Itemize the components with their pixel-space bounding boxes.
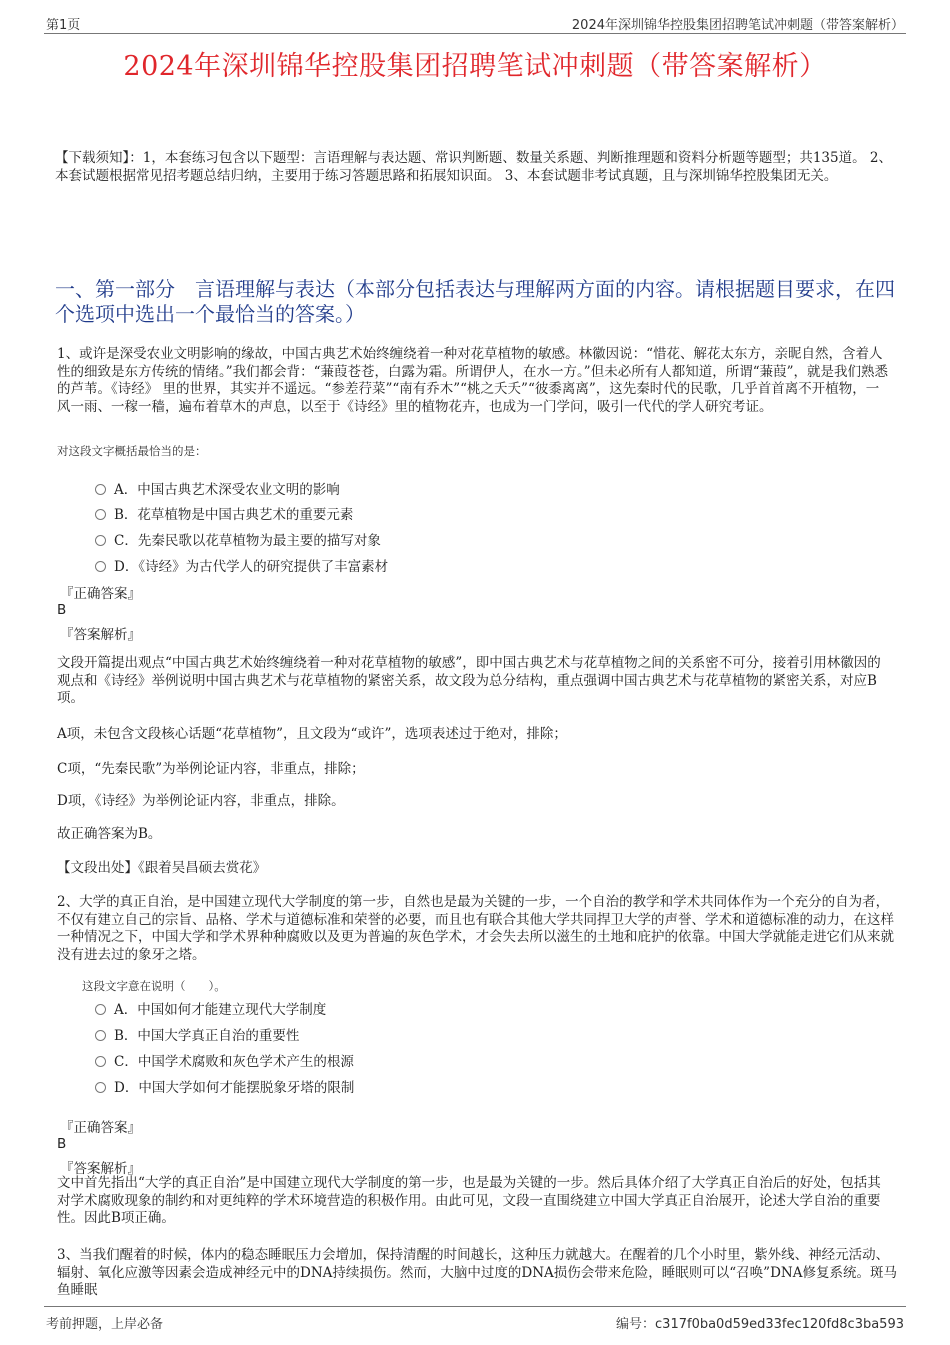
q2-option-c[interactable]: C．中国学术腐败和灰色学术产生的根源: [95, 1050, 354, 1070]
footer-slogan: 考前押题，上岸必备: [46, 1317, 164, 1332]
radio-icon[interactable]: [95, 1082, 106, 1093]
document-title: 2024年深圳锦华控股集团招聘笔试冲刺题（带答案解析）: [123, 51, 827, 82]
q1-analysis-conclusion: 故正确答案为B。: [57, 826, 162, 842]
radio-icon[interactable]: [95, 1030, 106, 1041]
q2-analysis: 文中首先指出“大学的真正自治”是中国建立现代大学制度的第一步，也是最为关键的一步。然后具体介绍了大学真正自治后的好处，包括其对学术腐败现象的制约和对更纯粹的学术环境营造的积极作用。由此可见，文段一直围绕建立中国大学真正自治展开，论述大学自治的重要性。因此B项正确。: [57, 1175, 881, 1226]
q1-analysis-a: A项，未包含文段核心话题“花草植物”，且文段为“或许”，选项表述过于绝对，排除；: [57, 726, 567, 742]
footer-serial: 编号：c317f0ba0d59ed33fec120fd8c3ba593: [616, 1317, 904, 1332]
question-1-prompt: 对这段文字概括最恰当的是：: [57, 444, 207, 458]
question-1-text: 1、或许是深受农业文明影响的缘故，中国古典艺术始终缠绕着一种对花草植物的敏感。林徽因说：“惜花、解花太东方，亲昵自然，含着人性的细致是东方传统的情绪。”我们都会背：“蒹葭苍苍，白露为霜。所谓伊人，在水一方。”但未必所有人都知道，所谓“蒹葭”，就是我们熟悉的芦苇。《诗经》 里的世界，其实并不遥远。“参差荇菜”“南有乔木”“桃之夭夭”“彼黍离离”，这先秦时代的民歌，几乎首首离不开植物，一风一雨、一稼一穑，遍布着草木的声息，以至于《诗经》里的植物花卉，也成为一门学问，吸引一代代的学人研究考证。: [57, 346, 889, 415]
radio-icon[interactable]: [95, 484, 106, 495]
q1-source: 【文段出处】《跟着吴昌硕去赏花》: [57, 860, 267, 876]
header-divider: [44, 33, 906, 34]
q1-option-d[interactable]: D．《诗经》为古代学人的研究提供了丰富素材: [95, 555, 388, 575]
q1-analysis-paragraph: 文段开篇提出观点“中国古典艺术始终缠绕着一种对花草植物的敏感”，即中国古典艺术与花草植物之间的关系密不可分，接着引用林徽因的观点和《诗经》举例说明中国古典艺术与花草植物的紧密关系，故文段为总分结构，重点强调中国古典艺术与花草植物的紧密关系，对应B项。: [57, 655, 881, 706]
q2-answer: B: [57, 1136, 67, 1152]
page-number: 第1页: [46, 18, 81, 33]
q1-option-c[interactable]: C．先秦民歌以花草植物为最主要的描写对象: [95, 529, 381, 549]
radio-icon[interactable]: [95, 535, 106, 546]
radio-icon[interactable]: [95, 1004, 106, 1015]
header-doc-title: 2024年深圳锦华控股集团招聘笔试冲刺题（带答案解析）: [571, 18, 904, 33]
q1-analysis-c: C项，“先秦民歌”为举例论证内容，非重点，排除；: [57, 761, 365, 777]
q2-option-b[interactable]: B．中国大学真正自治的重要性: [95, 1024, 299, 1044]
q1-analysis-d: D项，《诗经》为举例论证内容，非重点，排除。: [57, 793, 345, 809]
question-3-text: 3、当我们醒着的时候，体内的稳态睡眠压力会增加，保持清醒的时间越长，这种压力就越大。在醒着的几个小时里，紫外线、神经元活动、辐射、氧化应激等因素会造成神经元中的DNA持续损伤。然而，大脑中过度的DNA损伤会带来危险，睡眠则可以“召唤”DNA修复系统。斑马鱼睡眠: [57, 1247, 897, 1298]
q2-option-a[interactable]: A．中国如何才能建立现代大学制度: [95, 998, 326, 1018]
radio-icon[interactable]: [95, 509, 106, 520]
q1-option-a[interactable]: A．中国古典艺术深受农业文明的影响: [95, 478, 340, 498]
q1-option-b[interactable]: B．花草植物是中国古典艺术的重要元素: [95, 503, 353, 523]
download-notice: 【下载须知】：1，本套练习包含以下题型：言语理解与表达题、常识判断题、数量关系题、判断推理题和资料分析题等题型；共135道。 2、本套试题根据常见招考题总结归纳，主要用于练习答题思路和拓展知识面。 3、本套试题非考试真题，且与深圳锦华控股集团无关。: [55, 150, 892, 184]
q1-analysis-label: 『答案解析』: [60, 627, 141, 643]
radio-icon[interactable]: [95, 561, 106, 572]
section-heading: 一、第一部分 言语理解与表达（本部分包括表达与理解两方面的内容。请根据题目要求，在四个选项中选出一个最恰当的答案。）: [55, 277, 895, 326]
q2-answer-label: 『正确答案』: [60, 1120, 141, 1136]
question-2-prompt: 这段文字意在说明（ ）。: [82, 979, 226, 993]
q2-analysis-label: 『答案解析』: [60, 1161, 141, 1177]
q1-answer: B: [57, 602, 67, 618]
question-2-text: 2、大学的真正自治，是中国建立现代大学制度的第一步，自然也是最为关键的一步，一个自治的教学和学术共同体作为一个充分的自为者，不仅有建立自己的宗旨、品格、学术与道德标准和荣誉的必要，而且也有联合其他大学共同捍卫大学的声誉、学术和道德标准的动力，在这样一种情况之下，中国大学和学术界种种腐败以及更为普遍的灰色学术，才会失去所以滋生的土地和庇护的依靠。中国大学就能走进它们从来就没有进去过的象牙之塔。: [57, 894, 894, 963]
radio-icon[interactable]: [95, 1056, 106, 1067]
q2-option-d[interactable]: D．中国大学如何才能摆脱象牙塔的限制: [95, 1076, 354, 1096]
footer-divider: [44, 1306, 906, 1307]
q1-answer-label: 『正确答案』: [60, 586, 141, 602]
